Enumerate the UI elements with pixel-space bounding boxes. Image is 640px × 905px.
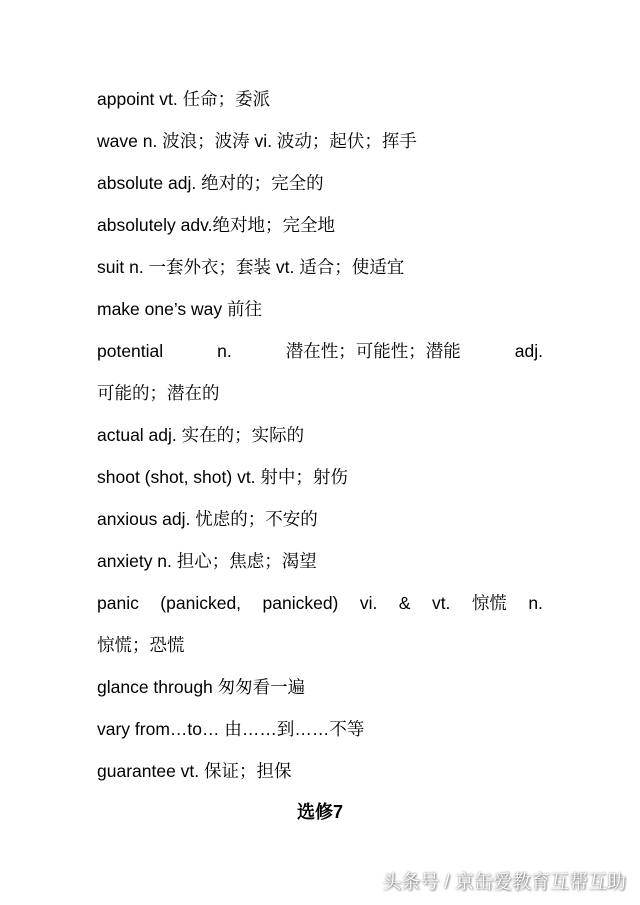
- vocab-entry-continuation: 惊慌；恐慌: [97, 635, 185, 655]
- entry-part: potential: [97, 341, 164, 361]
- vocab-entry-justified: [97, 339, 543, 363]
- vocab-entry: make one’s way 前往: [97, 299, 263, 319]
- entry-part: 潜在性；可能性；潜能: [285, 341, 461, 361]
- entry-part: panic: [97, 593, 139, 613]
- section-heading: 选修7: [296, 802, 343, 822]
- vocab-entry: vary from…to… 由……到……不等: [97, 719, 365, 739]
- vocab-entry: glance through 匆匆看一遍: [97, 677, 306, 697]
- vocab-entry: anxious adj. 忧虑的；不安的: [97, 509, 318, 529]
- vocab-entry: shoot (shot, shot) vt. 射中；射伤: [97, 467, 348, 487]
- entry-part: n.: [217, 341, 232, 361]
- vocab-entry-justified: [97, 591, 543, 615]
- entry-part: vi.: [359, 593, 378, 613]
- watermark: 头条号 / 京缶爱教育互帮互助: [382, 872, 626, 893]
- entry-part: 惊慌: [471, 593, 507, 613]
- entry-part: panicked): [262, 593, 339, 613]
- vocab-entry: appoint vt. 任命；委派: [97, 89, 271, 109]
- vocab-entry: actual adj. 实在的；实际的: [97, 425, 305, 445]
- vocab-entry: absolutely adv.绝对地；完全地: [97, 215, 335, 235]
- vocab-entry-continuation: 可能的；潜在的: [97, 383, 220, 403]
- entry-part: &: [398, 593, 411, 613]
- vocab-entry: absolute adj. 绝对的；完全的: [97, 173, 324, 193]
- vocab-entry: anxiety n. 担心；焦虑；渴望: [97, 551, 317, 571]
- entry-part: n.: [528, 593, 543, 613]
- vocab-entry: guarantee vt. 保证；担保: [97, 761, 292, 781]
- entry-part: adj.: [514, 341, 543, 361]
- entry-part: (panicked,: [160, 593, 242, 613]
- vocab-entry: wave n. 波浪；波涛 vi. 波动；起伏；挥手: [97, 131, 417, 151]
- entry-part: vt.: [431, 593, 451, 613]
- vocab-entry: suit n. 一套外衣；套装 vt. 适合；使适宜: [97, 257, 405, 277]
